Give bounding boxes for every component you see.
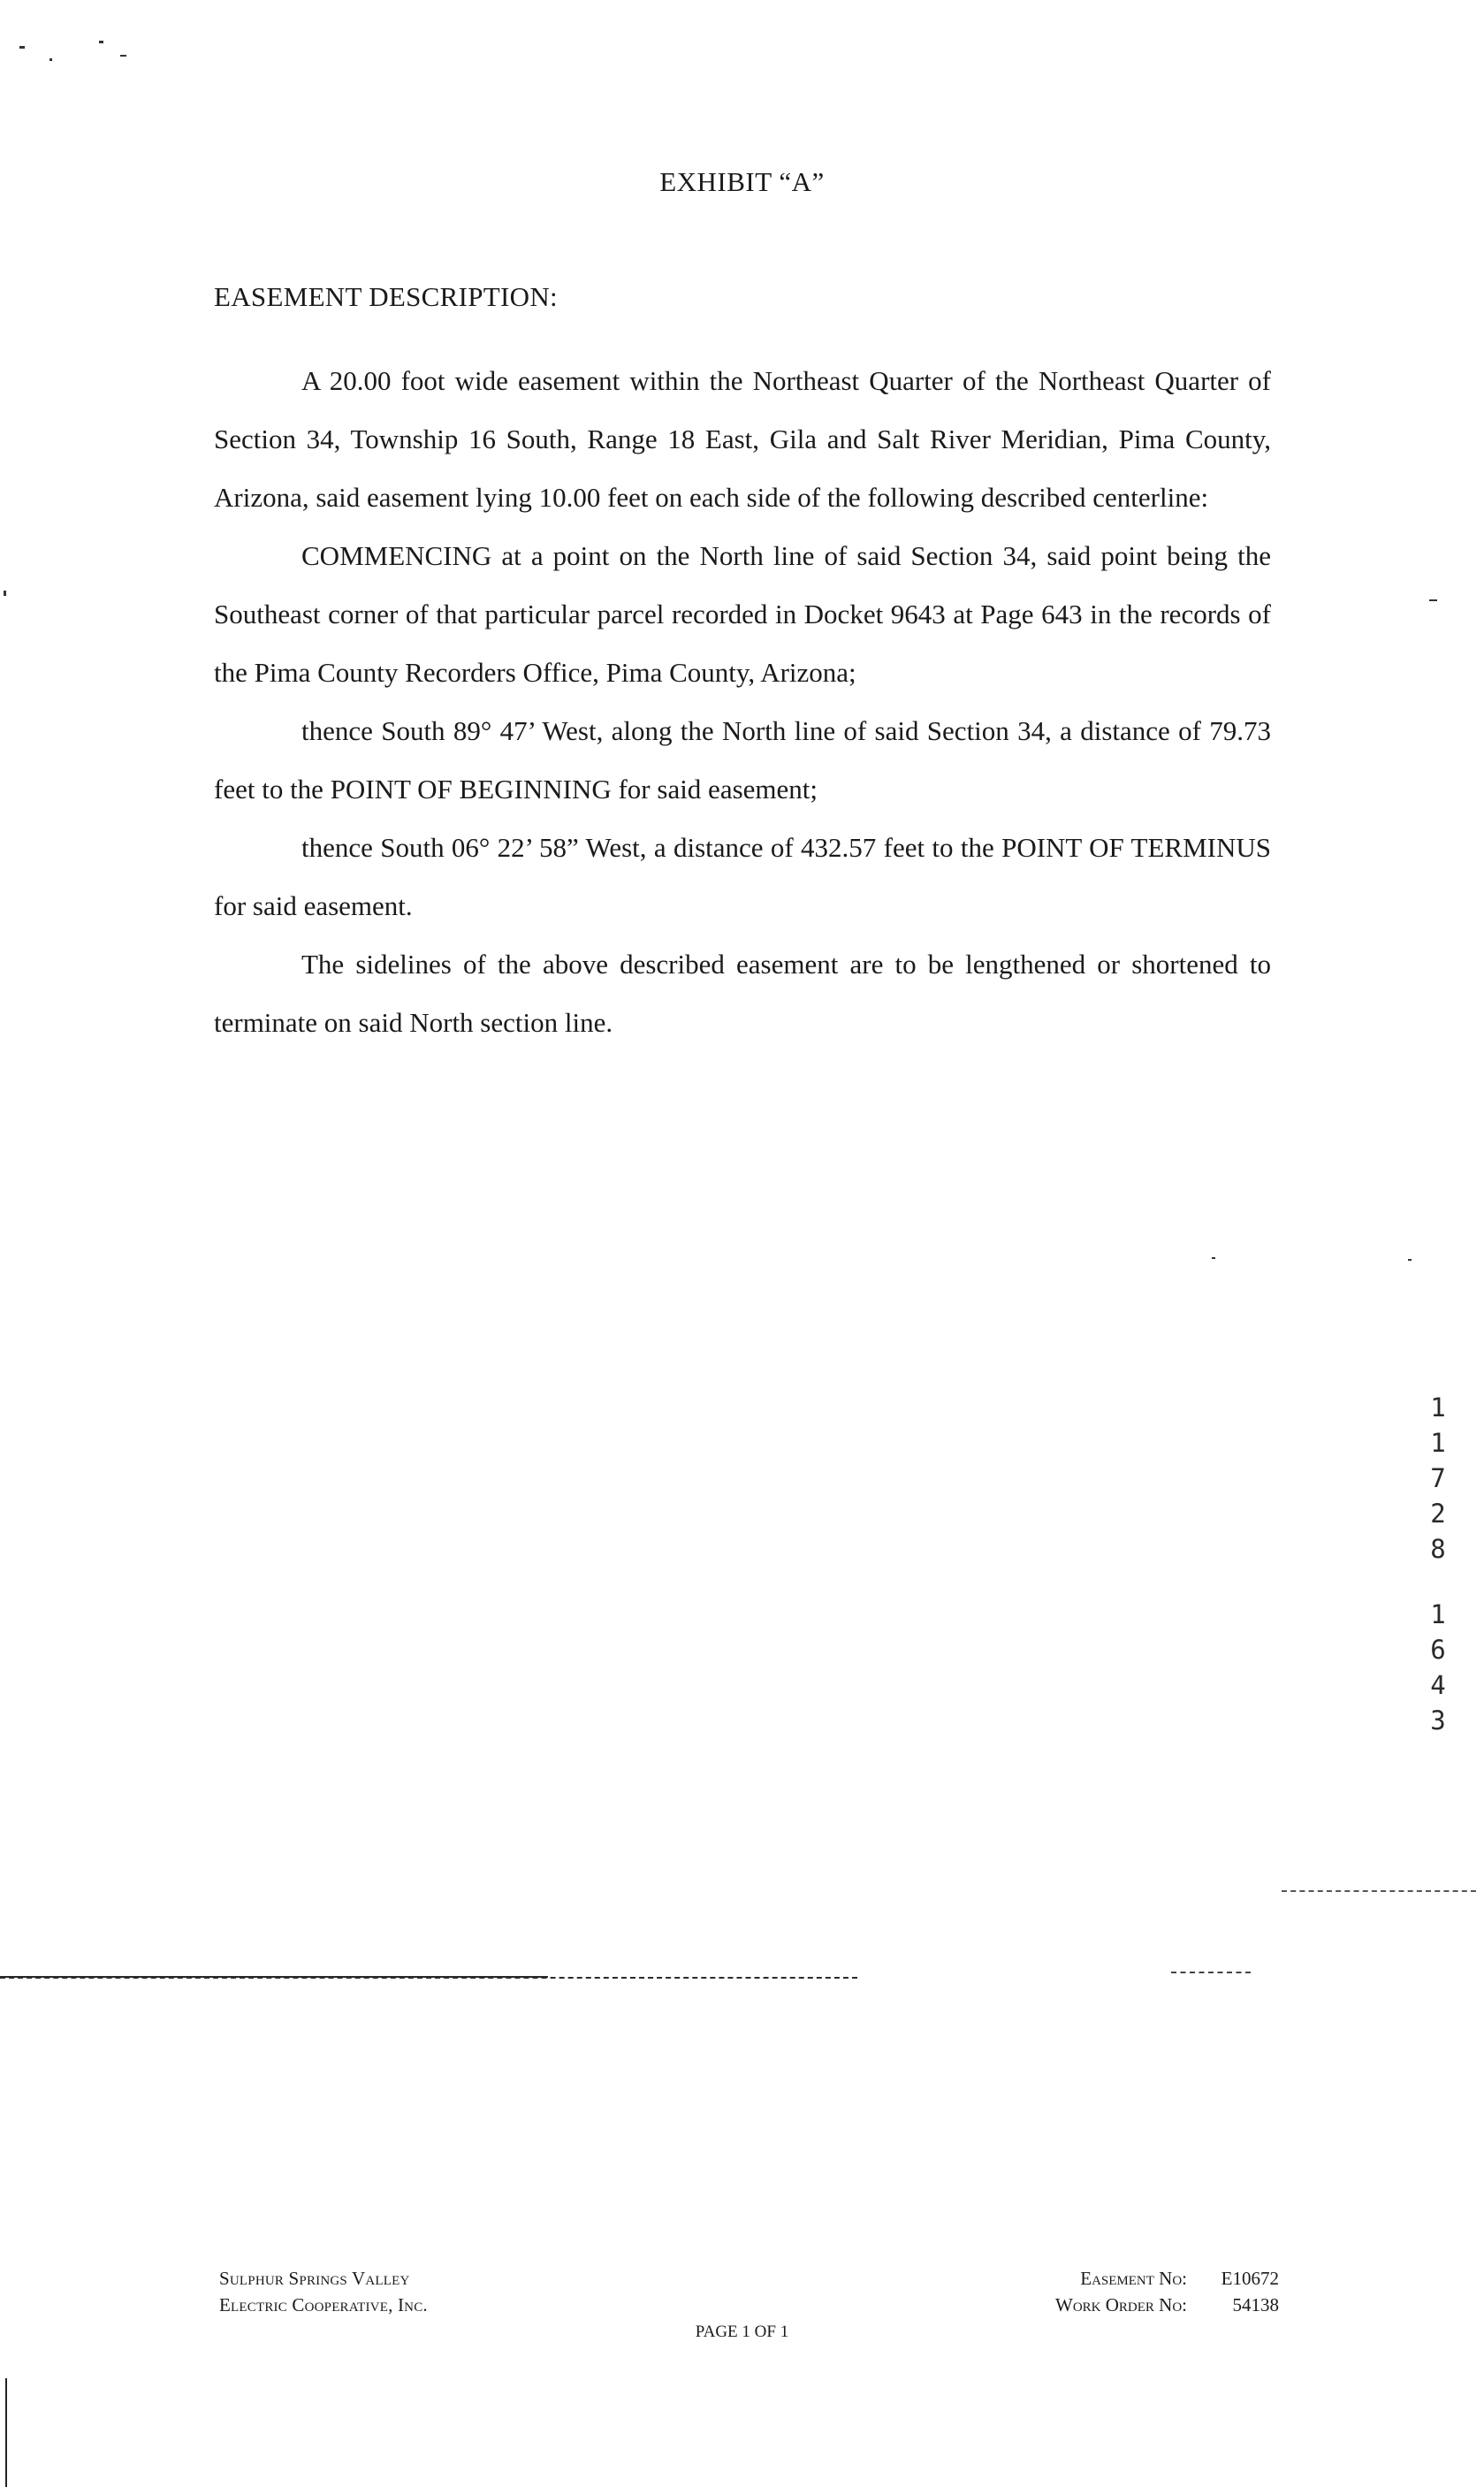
work-order-label: Work Order No: — [1055, 2294, 1187, 2315]
organization-name — [219, 2265, 428, 2318]
scan-line-artifact — [1282, 1890, 1476, 1892]
scan-line-artifact — [0, 1977, 857, 1979]
scan-speck — [120, 55, 126, 57]
work-order-row — [997, 2292, 1279, 2318]
stamp-digit: 4 — [1430, 1670, 1446, 1700]
work-order-value: 54138 — [1232, 2294, 1279, 2315]
stamp-digit: 1 — [1430, 1599, 1446, 1629]
description-paragraph: COMMENCING at a point on the North line of said Section 34, said point being the Southeast corner of that particular parcel recorded in Docket 9643 at Page 643 in the records of the Pima County Recorders Office, Pima County, Arizona; — [214, 540, 1271, 688]
stamp-digit: 1 — [1430, 1392, 1446, 1423]
page-number-stamp — [1425, 1597, 1451, 1738]
easement-number-value: E10672 — [1221, 2268, 1279, 2289]
scan-line-artifact — [1171, 1972, 1251, 1973]
description-paragraph: thence South 06° 22’ 58” West, a distance of 432.57 feet to the POINT OF TERMINUS for said easement. — [214, 832, 1271, 921]
page-indicator: PAGE 1 OF 1 — [695, 2323, 789, 2341]
description-paragraph: A 20.00 foot wide easement within the Northeast Quarter of the Northeast Quarter of Section 34, Township 16 South, Range 18 East, Gila and Salt River Meridian, Pima County, Arizona, said easement lying 10.00 feet on each side of the following described centerline: — [214, 365, 1271, 513]
scan-speck — [49, 58, 52, 61]
scan-speck — [1212, 1257, 1215, 1259]
stamp-digit: 2 — [1430, 1499, 1446, 1529]
easement-description — [214, 352, 1271, 1052]
recording-stamp — [1425, 1390, 1451, 1738]
scan-speck — [99, 41, 103, 43]
scan-speck — [19, 46, 25, 49]
stamp-digit: 7 — [1430, 1463, 1446, 1493]
easement-number-row — [997, 2265, 1279, 2292]
organization-line: Electric Cooperative, Inc. — [219, 2294, 428, 2315]
scan-edge-mark — [5, 2378, 7, 2487]
exhibit-title: EXHIBIT “A” — [659, 166, 825, 197]
reference-numbers — [997, 2265, 1279, 2318]
scan-speck — [4, 591, 6, 596]
section-heading: EASEMENT DESCRIPTION: — [214, 281, 558, 312]
stamp-digit: 1 — [1430, 1428, 1446, 1458]
organization-line: Sulphur Springs Valley — [219, 2268, 410, 2289]
scan-speck — [1408, 1259, 1412, 1261]
stamp-digit: 3 — [1430, 1705, 1446, 1736]
description-paragraph: The sidelines of the above described easement are to be lengthened or shortened to terminate on said North section line. — [214, 949, 1271, 1038]
stamp-digit: 6 — [1430, 1635, 1446, 1665]
description-paragraph: thence South 89° 47’ West, along the North line of said Section 34, a distance of 79.73 feet to the POINT OF BEGINNING for said easement; — [214, 715, 1271, 805]
easement-number-label: Easement No: — [1080, 2268, 1187, 2289]
stamp-digit: 8 — [1430, 1534, 1446, 1564]
docket-number — [1425, 1390, 1451, 1567]
scan-speck — [1429, 599, 1437, 601]
